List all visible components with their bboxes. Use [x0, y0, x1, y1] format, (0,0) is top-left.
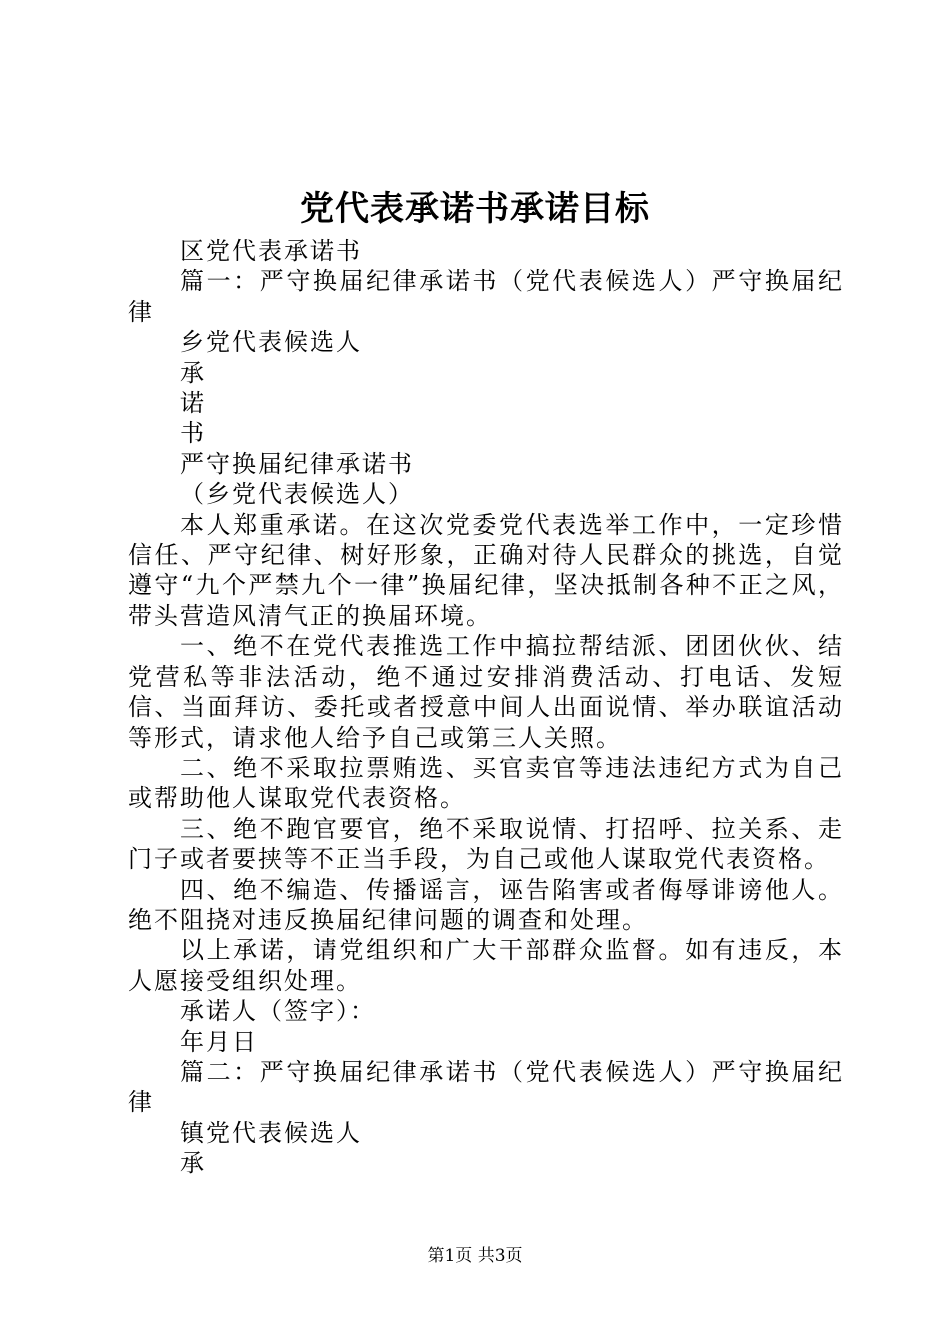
paragraph: （乡党代表候选人） [180, 480, 414, 509]
paragraph: 篇二：严守换届纪律承诺书（党代表候选人）严守换届纪律 [128, 1057, 844, 1117]
paragraph: 承 [180, 358, 206, 387]
paragraph: 乡党代表候选人 [180, 328, 362, 357]
paragraph: 二、绝不采取拉票贿选、买官卖官等违法违纪方式为自己或帮助他人谋取党代表资格。 [128, 753, 844, 813]
paragraph: 年月日 [180, 1027, 258, 1056]
paragraph: 书 [180, 419, 206, 448]
paragraph: 四、绝不编造、传播谣言，诬告陷害或者侮辱诽谤他人。绝不阻挠对违反换届纪律问题的调查和处理。 [128, 875, 844, 934]
paragraph: 承 [180, 1149, 206, 1178]
paragraph: 本人郑重承诺。在这次党委党代表选举工作中，一定珍惜信任、严守纪律、树好形象，正确对待人民群众的挑选，自觉遵守“九个严禁九个一律”换届纪律，坚决抵制各种不正之风，带头营造风清气正的换届环境。 [128, 510, 844, 630]
paragraph: 一、绝不在党代表推选工作中搞拉帮结派、团团伙伙、结党营私等非法活动，绝不通过安排消费活动、打电话、发短信、当面拜访、委托或者授意中间人出面说情、举办联谊活动等形式，请求他人给予自己或第三人关照。 [128, 632, 844, 752]
paragraph: 承诺人（签字）： [180, 997, 376, 1026]
paragraph: 三、绝不跑官要官，绝不采取说情、打招呼、拉关系、走门子或者要挟等不正当手段，为自己或他人谋取党代表资格。 [128, 814, 844, 874]
document-title: 党代表承诺书承诺目标 [300, 189, 650, 229]
paragraph: 篇一：严守换届纪律承诺书（党代表候选人）严守换届纪律 [128, 267, 844, 326]
document-body [128, 236, 844, 1179]
paragraph: 以上承诺，请党组织和广大干部群众监督。如有违反，本人愿接受组织处理。 [128, 936, 844, 995]
paragraph: 区党代表承诺书 [180, 237, 362, 265]
page-footer: 第1页 共3页 [427, 1246, 523, 1266]
paragraph: 诺 [180, 389, 206, 418]
paragraph: 严守换届纪律承诺书 [180, 449, 414, 478]
paragraph: 镇党代表候选人 [180, 1118, 362, 1147]
